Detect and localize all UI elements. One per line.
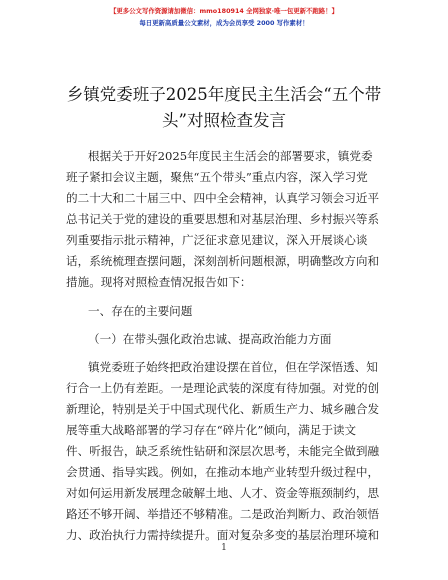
- paragraph-line: 总书记关于党的建设的重要思想和对基层治理、乡村振兴等系: [66, 212, 380, 226]
- document-title: [60, 82, 388, 134]
- paragraph-line: 力、政治执行力需持续提升。面对复杂多变的基层治理环境和: [66, 528, 380, 542]
- subsection-heading: （一）在带头强化政治忠诚、提高政治能力方面: [88, 332, 332, 346]
- title-line-2: 头”对照检查发言: [162, 111, 286, 130]
- paragraph-line: 班子紧扣会议主题，聚焦“五个带头”重点内容，深入学习党: [66, 170, 368, 184]
- paragraph-line: 件、听报告，缺乏系统性钻研和深层次思考，未能完全做到融: [66, 444, 380, 458]
- paragraph-line: 新理论，特别是关于中国式现代化、新质生产力、城乡融合发: [66, 402, 380, 416]
- paragraph-line: 路还不够开阔、举措还不够精准。二是政治判断力、政治领悟: [66, 507, 380, 521]
- paragraph-line: 根据关于开好2025年度民主生活会的部署要求，镇党委: [88, 149, 373, 163]
- paragraph-line: 话，系统梳理查摆问题，深刻剖析问题根源，明确整改方向和: [66, 254, 380, 268]
- page-number: 1: [221, 543, 227, 553]
- paragraph-line: 列重要指示批示精神，广泛征求意见建议，深入开展谈心谈: [66, 233, 368, 247]
- section-heading: 一、存在的主要问题: [88, 304, 193, 318]
- title-line-1: 乡镇党委班子2025年度民主生活会“五个带: [66, 85, 382, 104]
- paragraph-line: 行合一上仍有差距。一是理论武装的深度有待加强。对党的创: [66, 381, 380, 395]
- paragraph-line: 镇党委班子始终把政治建设摆在首位，但在学深悟透、知: [88, 360, 378, 374]
- paragraph-line: 会贯通、指导实践。例如，在推动本地产业转型升级过程中，: [66, 465, 380, 479]
- paragraph-line: 对如何运用新发展理念破解土地、人才、资金等瓶颈制约，思: [66, 486, 380, 500]
- promo-banner-line-2: 每日更新高质量公文素材，成为会员享受 2000 写作素材！: [139, 19, 309, 27]
- promo-banner-line-1: 【更多公文写作资源请加微信：mmo180914 全网独家·唯一包更新不跑路！】: [110, 7, 338, 15]
- paragraph-line: 措施。现将对照检查情况报告如下：: [66, 275, 252, 289]
- paragraph-line: 的二十大和二十届三中、四中全会精神，认真学习领会习近平: [66, 191, 380, 205]
- paragraph-line: 展等重大战略部署的学习存在“碎片化”倾向，满足于读文: [66, 423, 357, 437]
